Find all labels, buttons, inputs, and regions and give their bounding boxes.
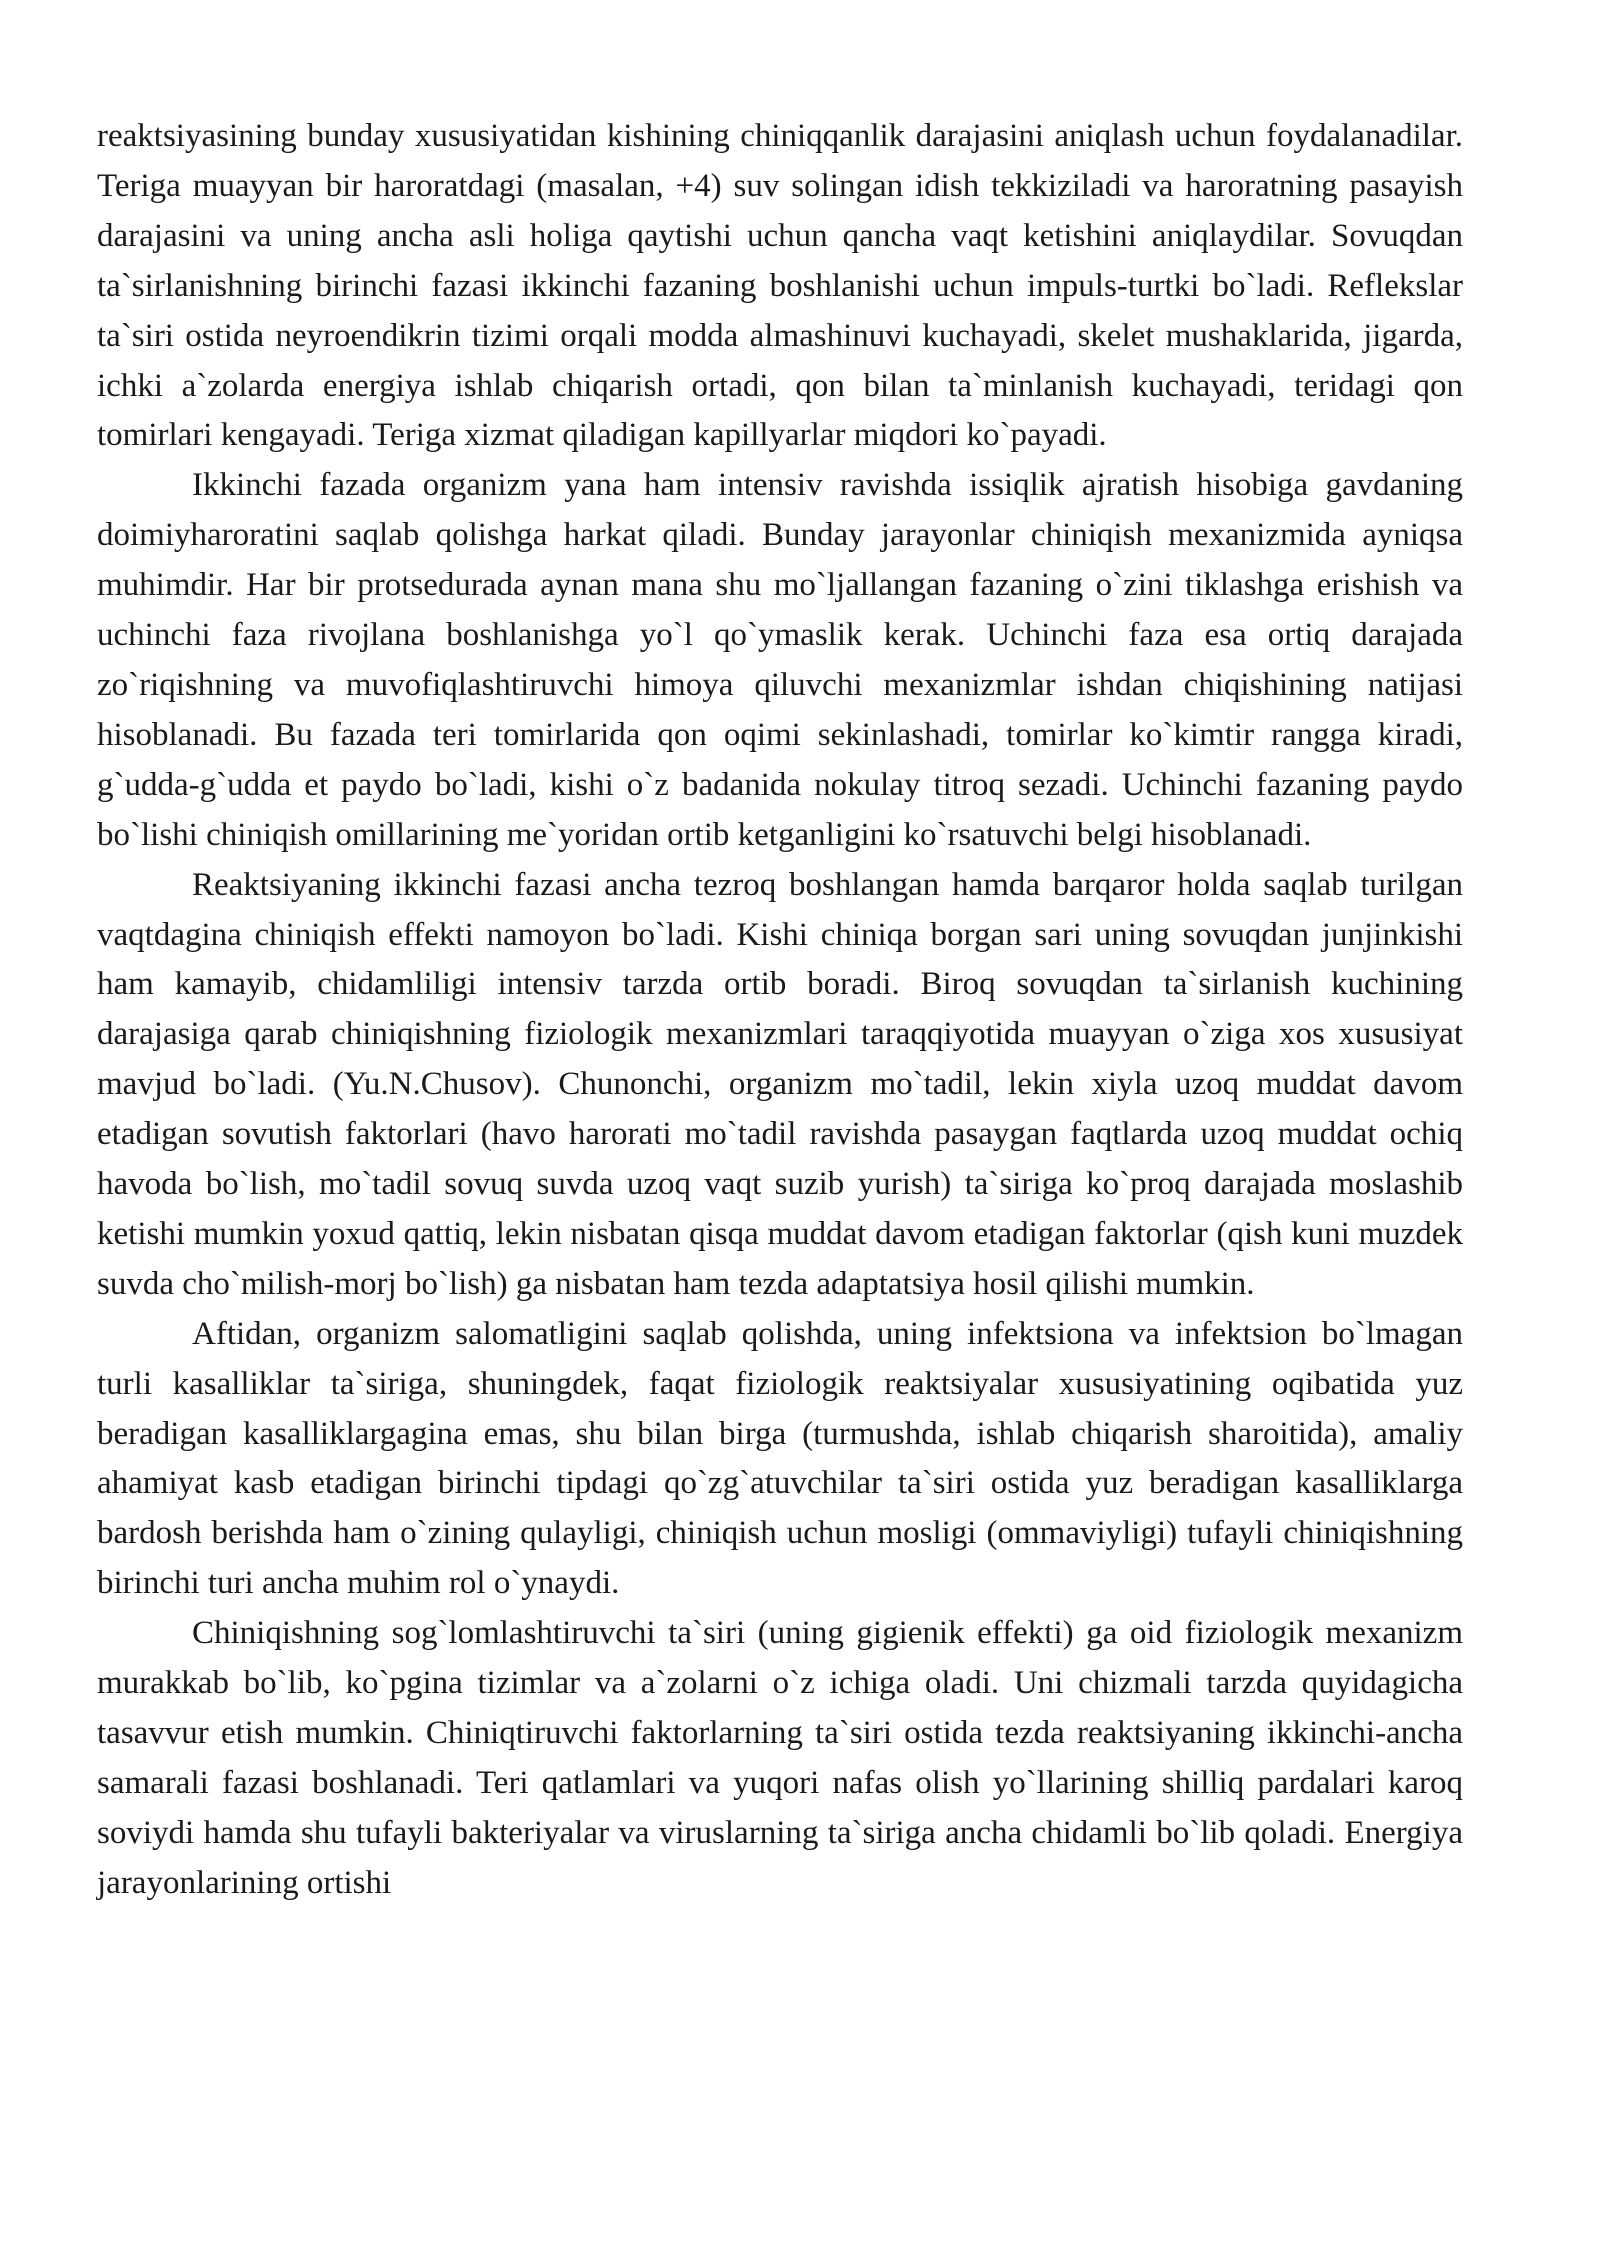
paragraph-1-continuation: reaktsiyasining bunday xususiyatidan kishining chiniqqanlik darajasini aniqlash uchun foydalanadilar. Teriga muayyan bir haroratdagi (masalan, +4) suv solingan idish tekkiziladi va haroratning pasayish darajasini va uning ancha asli holiga qaytishi uchun qancha vaqt ketishini aniqlaydilar. Sovuqdan ta`sirlanishning birinchi fazasi ikkinchi fazaning boshlanishi uchun impuls-turtki bo`ladi. Reflekslar ta`siri ostida neyroendikrin tizimi orqali modda almashinuvi kuchayadi, skelet mushaklarida, jigarda, ichki a`zolarda energiya ishlab chiqarish ortadi, qon bilan ta`minlanish kuchayadi, teridagi qon tomirlari kengayadi. Teriga xizmat qiladigan kapillyarlar miqdori ko`payadi. [97, 118, 1463, 454]
document-page [97, 112, 1463, 1909]
paragraph-5-physiological-mechanism: Chiniqishning sog`lomlashtiruvchi ta`siri (uning gigienik effekti) ga oid fiziologik mexanizm murakkab bo`lib, ko`pgina tizimlar va a`zolarni o`z ichiga oladi. Uni chizmali tarzda quyidagicha tasavvur etish mumkin. Chiniqtiruvchi faktorlarning ta`siri ostida tezda reaktsiyaning ikkinchi-ancha samarali fazasi boshlanadi. Teri qatlamlari va yuqori nafas olish yo`llarining shilliq pardalari karoq soviydi hamda shu tufayli bakteriyalar va viruslarning ta`siriga ancha chidamli bo`lib qoladi. Energiya jarayonlarining ortishi [97, 1615, 1463, 1901]
paragraph-4-health-preservation: Aftidan, organizm salomatligini saqlab qolishda, uning infektsiona va infektsion bo`lmagan turli kasalliklar ta`siriga, shuningdek, faqat fiziologik reaktsiyalar xususiyatining oqibatida yuz beradigan kasalliklargagina emas, shu bilan birga (turmushda, ishlab chiqarish sharoitida), amaliy ahamiyat kasb etadigan birinchi tipdagi qo`zg`atuvchilar ta`siri ostida yuz beradigan kasalliklarga bardosh berishda ham o`zining qulayligi, chiniqish uchun mosligi (ommaviyligi) tufayli chiniqishning birinchi turi ancha muhim rol o`ynaydi. [97, 1315, 1463, 1602]
paragraph-2-third-phase: Ikkinchi fazada organizm yana ham intensiv ravishda issiqlik ajratish hisobiga gavdaning doimiyharoratini saqlab qolishga harkat qiladi. Bunday jarayonlar chiniqish mexanizmida ayniqsa muhimdir. Har bir protsedurada aynan mana shu mo`ljallangan fazaning o`zini tiklashga erishish va uchinchi faza rivojlana boshlanishga yo`l qo`ymaslik kerak. Uchinchi faza esa ortiq darajada zo`riqishning va muvofiqlashtiruvchi himoya qiluvchi mexanizmlar ishdan chiqishining natijasi hisoblanadi. Bu fazada teri tomirlarida qon oqimi sekinlashadi, tomirlar ko`kimtir rangga kiradi, g`udda-g`udda et paydo bo`ladi, kishi o`z badanida nokulay titroq sezadi. Uchinchi fazaning paydo bo`lishi chiniqish omillarining me`yoridan ortib ketganligini ko`rsatuvchi belgi hisoblanadi. [97, 467, 1463, 853]
paragraph-3-hardening-effect: Reaktsiyaning ikkinchi fazasi ancha tezroq boshlangan hamda barqaror holda saqlab turilgan vaqtdagina chiniqish effekti namoyon bo`ladi. Kishi chiniqa borgan sari uning sovuqdan junjinkishi ham kamayib, chidamliligi intensiv tarzda ortib boradi. Biroq sovuqdan ta`sirlanish kuchining darajasiga qarab chiniqishning fiziologik mexanizmlari taraqqiyotida muayyan o`ziga xos xususiyat mavjud bo`ladi. (Yu.N.Chusov). Chunonchi, organizm mo`tadil, lekin xiyla uzoq muddat davom etadigan sovutish faktorlari (havo harorati mo`tadil ravishda pasaygan faqtlarda uzoq muddat ochiq havoda bo`lish, mo`tadil sovuq suvda uzoq vaqt suzib yurish) ta`siriga ko`proq darajada moslashib ketishi mumkin yoxud qattiq, lekin nisbatan qisqa muddat davom etadigan faktorlar (qish kuni muzdek suvda cho`milish-morj bo`lish) ga nisbatan ham tezda adaptatsiya hosil qilishi mumkin. [97, 866, 1463, 1302]
